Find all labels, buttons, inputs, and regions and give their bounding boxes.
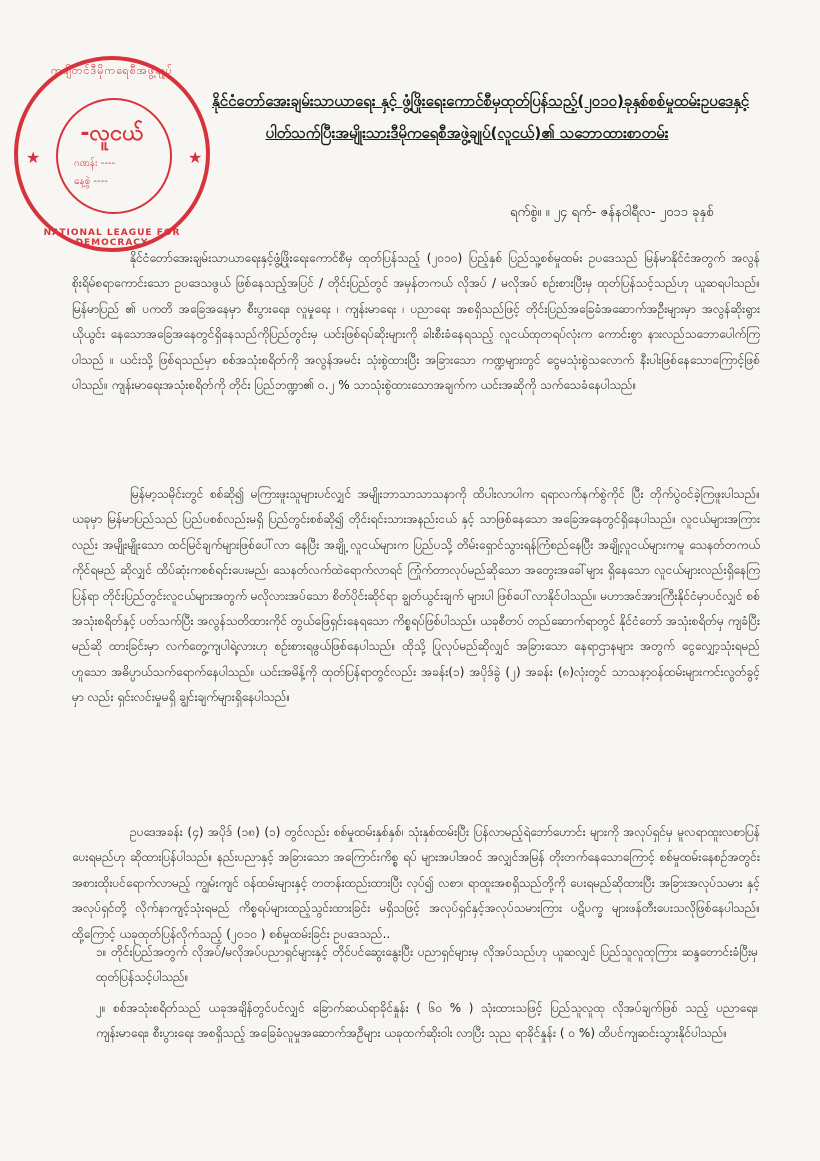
- paragraph-2: မြန်မာ့သမိုင်းတွင် စစ်ဆို၍ မကြားဖူးသူများပင်လျှင် အမျိုးဘာသာသာသနာကို ထိပါးလာပါက ရရာလက်နက်စွဲကိုင် ပြီး တိုက်ပွဲဝင်ခဲ့ကြဖူးပါသည်။ ယခုမှာ မြန်မာပြည်သည် ပြည်ပစစ်လည်းမရှိ ပြည်တွင်းစစ်ဆို၍ တိုင်းရင်းသားအနည်းငယ် နှင့် သာဖြစ်နေသော အခြေအနေတွင်ရှိနေပါသည်။ လူငယ်များအကြားလည်း အမျိုးမျိုးသော ထင်မြင်ချက်များဖြစ်ပေါ်လာ နေပြီး အချို့ လူငယ်များက ပြည်ပသို့ တိမ်းရှောင်သွားရန်ကြံစည်နေပြီး အချို့လူငယ်များကမူ သေနတ်တကယ်ကိုင်ရမည် ဆိုလျှင် ထိပ်ဆုံးကစစ်ရင်းပေးမည်၊ သေနတ်လက်ထဲရောက်လာရင် ကြုံက်တာလုပ်မည်ဆိုသော အတွေးအခေါ်များ ရှိနေသော လူငယ်များလည်းရှိနေကြပြန်ရာ တိုင်းပြည်တွင်းလူငယ်များအတွက် မလိုလားအပ်သော စိတ်ပိုင်းဆိုင်ရာ ချွတ်ယွင်းချက် များပါ ဖြစ်ပေါ်လာနိုင်ပါသည်။ မဟာအင်အားကြီးနိုင်ငံမှာပင်လျှင် စစ်အသုံးစရိတ်နှင့် ပတ်သက်ပြီး အလွန်သတိထားကိုင် တွယ်ဖြေရှင်းနေရသော ကိစ္စရပ်ဖြစ်ပါသည်။ ယခုစီတပ် တည်ဆောက်ရာတွင် နိုင်ငံတော် အသုံးစရိတ်မှ ကျခံပြီးမည်ဆို ထားခြင်းမှာ လက်တွေ့ကျပါရဲ့လားဟု စဉ်းစားရဖွယ်ဖြစ်နေပါသည်။ ထိုသို့ ပြုလုပ်မည်ဆိုလျှင် အခြားသော နေရာဌာနများ အတွက် ငွေလျှော့သုံးရမည်ဟူသော အဓိပ္ပာယ်သက်ရောက်နေပါသည်။ ယင်းအမိန့်ကို ထုတ်ပြန်ရာတွင်လည်း အခန်း(၁) အပိုဒ်ခွဲ (၂) အခန်း (၈)လုံးတွင် သာသနာ့ဝန်ထမ်းများကင်းလွတ်ခွင့်မှာ လည်း ရှင်းလင်းမှုမရှိ ချွင်းချက်များရှိနေပါသည်။: [72, 487, 760, 705]
- paragraph-3: ဥပဒေအခန်း (၄) အပိုဒ် (၁၈) (၁) တွင်လည်း စစ်မှုထမ်းနှစ်နှစ်၊ သုံးနှစ်ထမ်းပြီး ပြန်လာမည့်ရဲဘော်ဟောင်း များကို အလုပ်ရှင်မှ မူလရာထူးလစာပြန်ပေးရမည်ဟု ဆိုထားပြန်ပါသည်။ နည်းပညာနှင့် အခြားသော အကြောင်းကိစ္စ ရပ် များအပါအဝင် အလျှင်အမြန် တိုးတက်နေသောကြောင့် စစ်မှုထမ်းနေစဉ်အတွင်း အစားထိုးပင်ရောက်လာမည့် ကျွမ်းကျင် ဝန်ထမ်းများနှင့် တတန်းထည်းထားပြီး လုပ်၍ လစာ၊ ရာထူးအစရှိသည်တို့ကို ပေးရမည်ဆိုထားပြီး အခြားအလုပ်သမား နှင့် အလုပ်ရှင်တို့ လိုက်နာကျင့်သုံးရမည် ကိစ္စရပ်များထည့်သွင်းထားခြင်း မရှိသဖြင့် အလုပ်ရှင်နှင့်အလုပ်သမားကြား ပဋိပက္ခ များဖန်တီးပေးသလိုဖြစ်နေပါသည်။ ထို့ကြောင့် ယခုထုတ်ပြန်လိုက်သည့် (၂၀၁၀ ) စစ်မှုထမ်းခြင်း ဥပဒေသည်..: [72, 825, 760, 941]
- paragraph-1: နိုင်ငံတော်အေးချမ်းသာယာရေးနှင့်ဖွံ့ဖြိုးရေးကောင်စီမှ ထုတ်ပြန်သည့် (၂၀၁၀) ပြည့်နှစ် ပြည်သူ့စစ်မှုထမ်း ဥပဒေသည် မြန်မာနိုင်ငံအတွက် အလွန်စိုးရိမ်စရာကောင်းသော ဥပဒေသဖွယ် ဖြစ်နေသည့်အပြင် / တိုင်းပြည်တွင် အမှန်တကယ် လိုအပ် / မလိုအပ် စဉ်းစားပြီးမှ ထုတ်ပြန်သင့်သည်ဟု ယူဆရပါသည်။ မြန်မာပြည် ၏ ပကတိ အခြေအနေမှာ စီးပွားရေး၊ လူမှုရေး ၊ ကျန်းမာရေး ၊ ပညာရေး အစရှိသည်ဖြင့် တိုင်းပြည်အခြေခံအဆောက်အဦးများမှာ အလွန်ဆိုးရွား ယိုယွင်း နေသောအခြေအနေတွင်ရှိနေသည်ကိုပြည်တွင်းမှ ယင်းဖြစ်ရပ်ဆိုးများကို ခါးစီးခံနေရသည့် လူငယ်ထုတရပ်လုံးက ကောင်းစွာ နားလည်သဘောပေါက်ကြပါသည် ။ ယင်းသို့ ဖြစ်ရသည်မှာ စစ်အသုံးစရိတ်ကို အလွန်အမင်း သုံးစွဲထားပြီး အခြားသော ကဏ္ဍများတွင် ငွေမသုံးစွဲသလောက် နီးပါးဖြစ်နေသောကြောင့်ဖြစ်ပါသည်။ ကျန်းမာရေးအသုံးစရိတ်ကို တိုင်း ပြည်ဘဏ္ဍာ၏ ၀.၂ % သာသုံးစွဲထားသောအချက်က ယင်းအဆိုကို သက်သေခံနေပါသည်။: [72, 251, 760, 393]
- date-line: ရက်စွဲ။ ။ ၂၄ ရက်- ဇန်နဝါရီလ- ၂၀၁၁ ခုနှစ်: [510, 205, 714, 220]
- stamp-field-date: နေ့စွဲ ----: [74, 176, 108, 187]
- title-line-2: ပါတ်သက်ပြီးအမျိုးသားဒီမိုကရေစီအဖွဲ့ချုပ်(လူငယ်)၏ သဘောထားစာတမ်း: [265, 124, 669, 142]
- stamp-ring-text-bottom: NATIONAL LEAGUE FOR DEMOCRACY: [43, 228, 181, 248]
- stamp-ring-text-top: ကချိတင်ဒီမိုကရေစီအဖွဲ့ချုပ်: [51, 64, 173, 77]
- list-item-1: ၁။ တိုင်းပြည်အတွက် လိုအပ်/မလိုအပ်ပညာရှင်များနှင့် တိုင်ပင်ဆွေးနွေးပြီး ပညာရှင်များမှ လိုအပ်သည်ဟု ယူဆလျှင် ပြည်သူလူထုကြား ဆန္ဒတောင်းခံပြီးမှ ထုတ်ပြန်သင့်ပါသည်။: [96, 945, 758, 985]
- stamp-field-number: ဂဏန်း ----: [74, 158, 116, 169]
- title-line-1: နိုင်ငံတော်အေးချမ်းသာယာရေး နှင့် ဖွံ့ဖြိုးရေးကောင်စီမှထုတ်ပြန်သည့်(၂၀၁၀)ခုနှစ်စစ်မှုထမ်းဥပဒေနှင့်: [212, 92, 750, 110]
- nld-stamp: [14, 56, 210, 252]
- stamp-center-text: -လူငယ်: [80, 121, 144, 146]
- list-item-2: ၂။ စစ်အသုံးစရိတ်သည် ယခုအချိန်တွင်ပင်လျှင် ခြောက်ဆယ်ရာခိုင်နှုန်း ( ၆၀ % ) သုံးထားသဖြင့် ပြည်သူလူထု လိုအပ်ချက်ဖြစ် သည့် ပညာရေး၊ ကျန်းမာရေး၊ စီးပွားရေး အစရှိသည့် အခြေခံလူမှုအဆောက်အဦများ ယခုထက်ဆိုးဝါး လာပြီး သုည ရာခိုင်နှုန်း ( ၀ %) ထိပင်ကျဆင်းသွားနိုင်ပါသည်။: [96, 1001, 758, 1041]
- star-icon: ★: [188, 148, 203, 167]
- star-icon: ★: [26, 148, 41, 167]
